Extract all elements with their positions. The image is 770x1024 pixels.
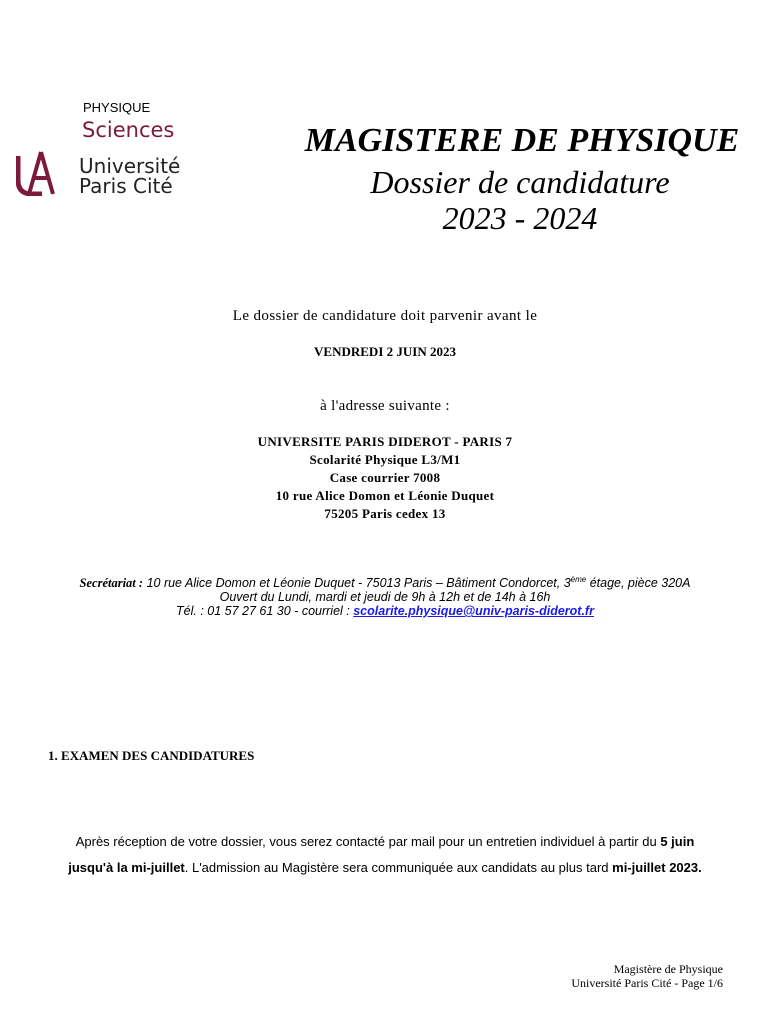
university-name (79, 156, 180, 196)
footer-line2: Université Paris Cité - Page 1/6 (571, 976, 723, 990)
section-paragraph-line1 (0, 834, 770, 849)
university-name-line2: Paris Cité (79, 174, 173, 198)
paragraph-text: . L'admission au Magistère sera communiquée aux candidats au plus tard (184, 860, 613, 875)
document-title: MAGISTERE DE PHYSIQUE (304, 122, 740, 159)
university-logo-icon (16, 150, 66, 196)
deadline-date: VENDREDI 2 JUIN 2023 (314, 344, 456, 359)
address-line: Case courrier 7008 (329, 470, 441, 485)
address-line: Scolarité Physique L3/M1 (309, 452, 461, 467)
paragraph-bold: mi-juillet 2023. (612, 860, 702, 875)
paragraph-text: Après réception de votre dossier, vous serez contacté par mail pour un entretien individuel à partir du (75, 834, 661, 849)
footer-line1: Magistère de Physique (613, 962, 723, 976)
address-line: 10 rue Alice Domon et Léonie Duquet (275, 488, 495, 503)
section-heading: 1. EXAMEN DES CANDIDATURES (48, 748, 255, 763)
secretariat-floor-sup: ème (570, 575, 587, 584)
deadline-intro: Le dossier de candidature doit parvenir avant le (232, 308, 538, 324)
logo-sciences-label: Sciences (82, 118, 175, 142)
secretariat-address-suffix: étage, pièce 320A (586, 576, 691, 591)
paragraph-bold: jusqu'à la mi-juillet (68, 860, 185, 875)
address-line: 75205 Paris cedex 13 (324, 506, 446, 521)
secretariat-email-link[interactable]: scolarite.physique@univ-paris-diderot.fr (353, 604, 594, 618)
document-subtitle: Dossier de candidature (370, 164, 670, 200)
secretariat-hours: Ouvert du Lundi, mardi et jeudi de 9h à 12h et de 14h à 16h (219, 590, 551, 604)
paragraph-bold: 5 juin (660, 834, 695, 849)
address-intro: à l'adresse suivante : (320, 398, 450, 414)
academic-year: 2023 - 2024 (442, 200, 598, 236)
university-name-line1: Université (79, 154, 181, 178)
logo-physique-label: PHYSIQUE (83, 100, 151, 115)
secretariat-address (0, 575, 770, 591)
address-line: UNIVERSITE PARIS DIDEROT - PARIS 7 (257, 434, 513, 449)
secretariat-phone: Tél. : 01 57 27 61 30 - courriel : (176, 604, 354, 618)
secretariat-contact (0, 604, 770, 618)
secretariat-label: Secrétariat : (79, 576, 144, 591)
secretariat-address-text: 10 rue Alice Domon et Léonie Duquet - 75013 Paris – Bâtiment Condorcet, 3 (146, 576, 571, 591)
section-paragraph-line2 (0, 860, 770, 875)
